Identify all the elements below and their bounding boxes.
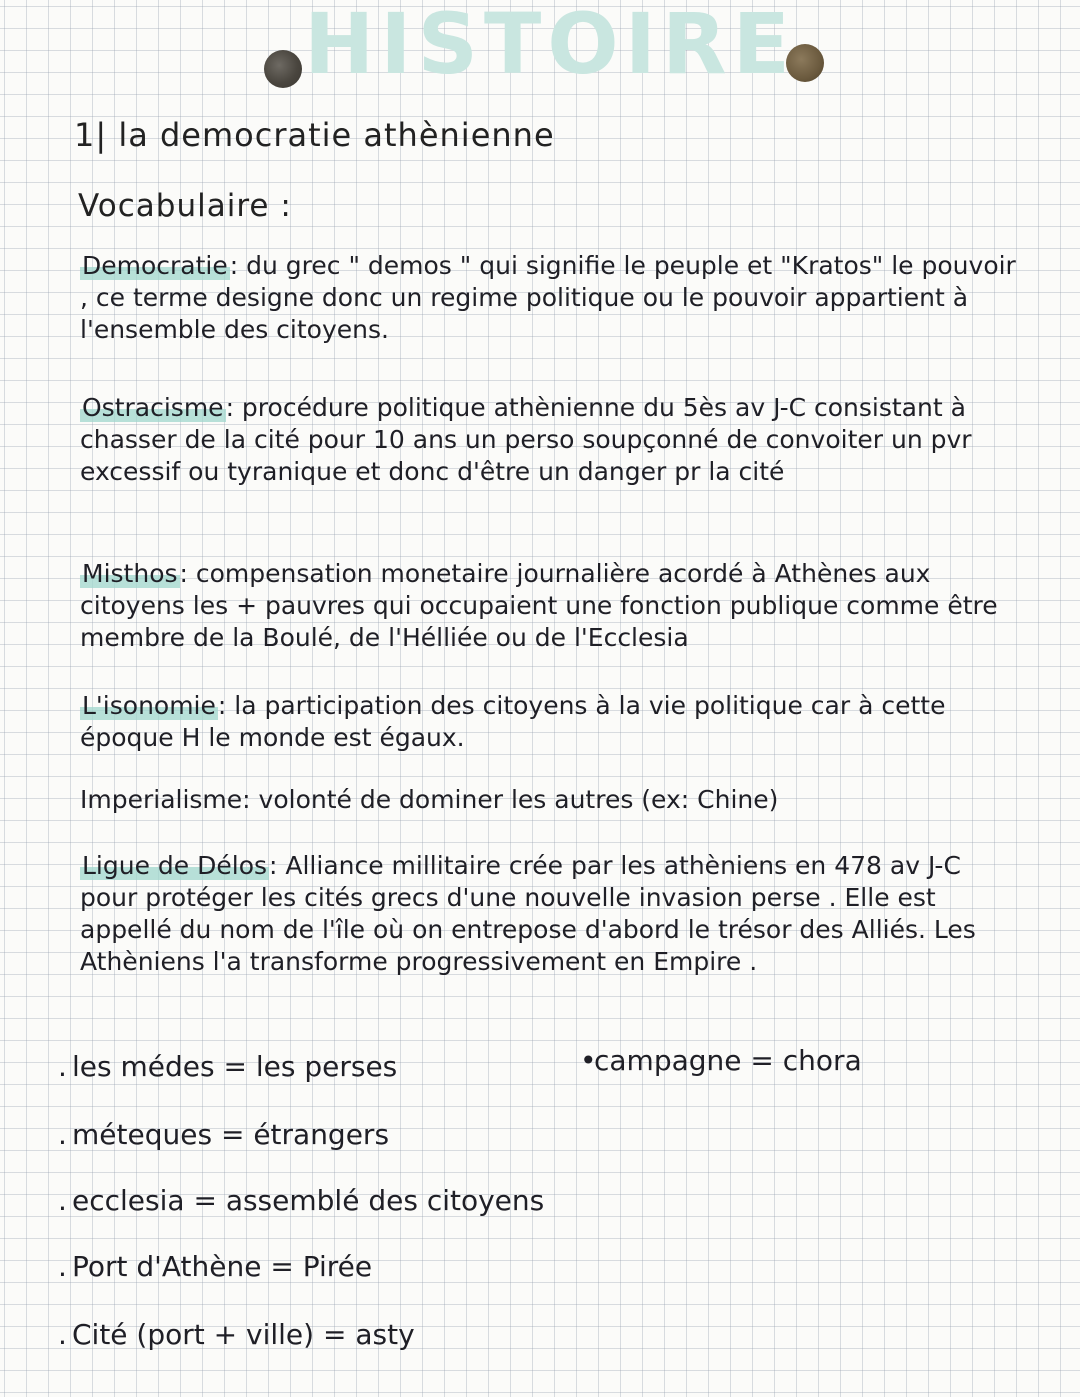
equivalence-left: ecclesia [72, 1184, 185, 1217]
vocabulary-label: Vocabulaire : [78, 188, 292, 224]
equivalence-left: Port d'Athène [72, 1250, 262, 1283]
definition-isonomie [80, 690, 1020, 754]
equivalence-right: étrangers [253, 1118, 390, 1151]
equivalence-item: . les médes = les perses [58, 1050, 398, 1083]
definition-term: Ligue de Délos [82, 851, 268, 880]
equivalence-item: . Port d'Athène = Pirée [58, 1250, 373, 1283]
definition-ostracisme [80, 392, 1020, 488]
definition-term: Imperialisme [80, 785, 243, 814]
definition-text: : du grec " demos " qui signifie le peuple et "Kratos" le pouvoir , ce terme designe donc un regime politique ou le pouvoir appartient à l'ensemble des citoyens. [80, 251, 1016, 344]
definition-misthos [80, 558, 1020, 654]
equivalence-right: chora [782, 1044, 862, 1077]
definition-text: : procédure politique athènienne du 5ès av J-C consistant à chasser de la cité pour 10 ans un perso soupçonné de convoiter un pvr excessif ou tyranique et donc d'être un danger pr la cité [80, 393, 972, 486]
equivalence-left: campagne [594, 1044, 742, 1077]
definition-text: : Alliance millitaire crée par les athèniens en 478 av J-C pour protéger les cités grecs d'une nouvelle invasion perse . Elle est appellé du nom de l'île où on entrepose d'abord le trésor des Alliés. Les Athèniens l'a transforme progressivement en Empire . [80, 851, 976, 976]
equivalence-left: méteques [72, 1118, 213, 1151]
definition-term: Democratie [82, 251, 228, 280]
definition-term: Ostracisme [82, 393, 224, 422]
definition-term: Misthos [82, 559, 178, 588]
definition-text: : compensation monetaire journalière acordé à Athènes aux citoyens les + pauvres qui occupaient une fonction publique comme être membre de la Boulé, de l'Hélliée ou de l'Ecclesia [80, 559, 998, 652]
equivalence-item: . ecclesia = assemblé des citoyens [58, 1184, 545, 1217]
equivalence-right: Pirée [302, 1250, 373, 1283]
definition-ligue-de-delos [80, 850, 1020, 978]
definition-term: L'isonomie [82, 691, 216, 720]
equivalence-item: •campagne = chora [580, 1044, 862, 1077]
equivalence-right: les perses [255, 1050, 398, 1083]
equivalence-right: assemblé des citoyens [225, 1184, 545, 1217]
punch-hole-left [264, 50, 302, 88]
definition-text: : volonté de dominer les autres (ex: Chine) [242, 785, 779, 814]
equivalence-left: Cité (port + ville) [72, 1318, 315, 1351]
definition-democratie [80, 250, 1020, 346]
definition-text: : la participation des citoyens à la vie politique car à cette époque H le monde est égaux. [80, 691, 946, 752]
equivalence-left: les médes [72, 1050, 215, 1083]
page-title: HISTOIRE [303, 0, 797, 93]
definition-imperialisme [80, 784, 1020, 816]
section-heading: 1| la democratie athènienne [74, 116, 555, 154]
equivalence-item: . Cité (port + ville) = asty [58, 1318, 415, 1351]
equivalence-item: . méteques = étrangers [58, 1118, 390, 1151]
equivalence-right: asty [355, 1318, 415, 1351]
